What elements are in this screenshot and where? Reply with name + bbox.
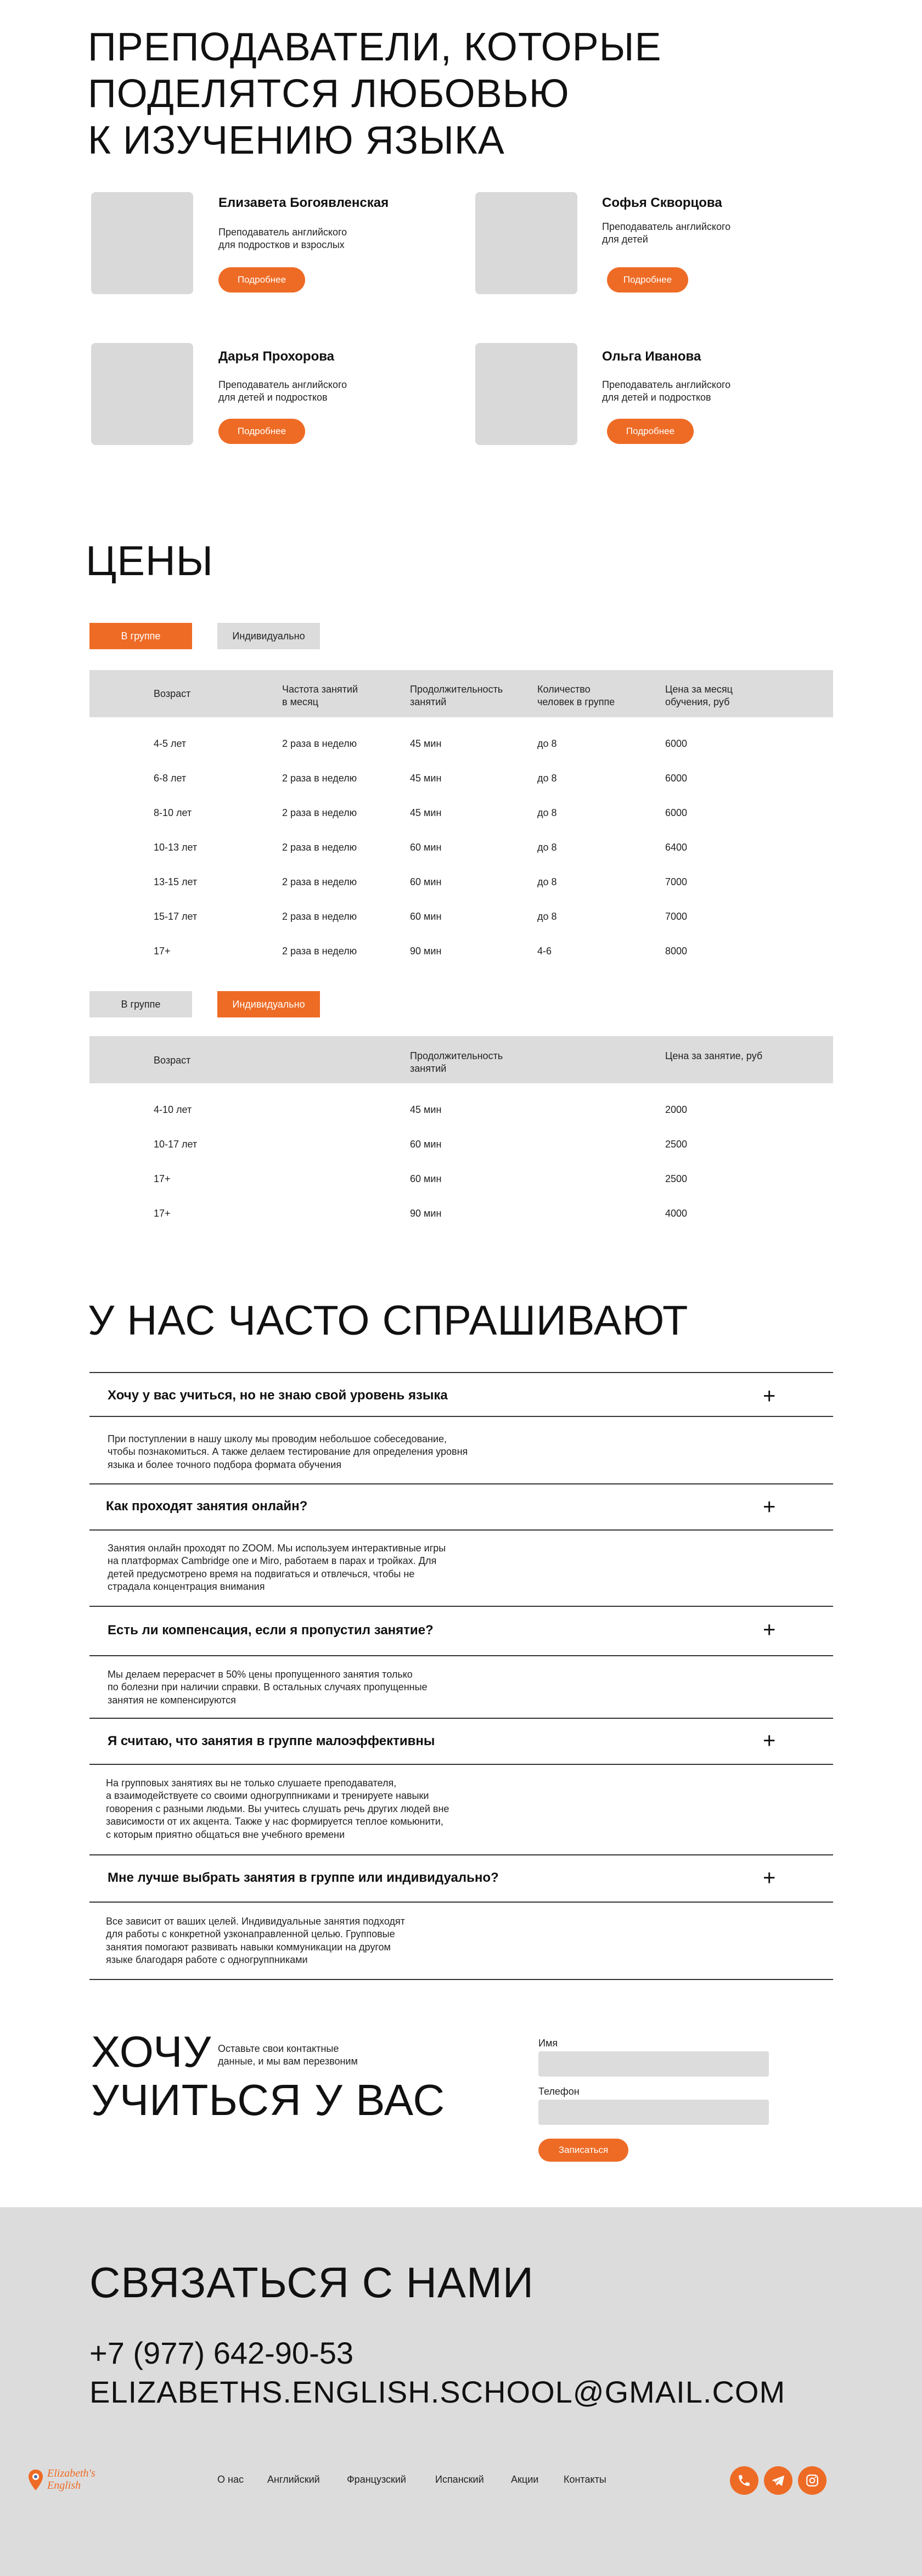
table-cell: 17+ [154,1173,171,1184]
logo-text-line: English [47,2479,81,2491]
faq-answer-line: с которым приятно общаться вне учебного времени [106,1829,345,1840]
teacher-name: Елизавета Богоявленская [218,195,389,210]
faq-answer-line: по болезни при наличии справки. В остальных случаях пропущенные [108,1681,428,1693]
table-cell: 6000 [665,738,688,749]
signup-note [218,2043,358,2068]
footer-nav-promo[interactable]: Акции [511,2474,539,2485]
name-input[interactable] [538,2051,769,2077]
signup-note-line: Оставьте свои контактные [218,2043,339,2054]
teacher-name: Софья Скворцова [602,195,722,210]
contact-email[interactable]: ELIZABETHS.ENGLISH.SCHOOL@GMAIL.COM [89,2375,786,2409]
group-header-duration: Продолжительность занятий [410,684,503,708]
faq-answer-line: занятия не компенсируются [108,1694,236,1706]
faq-divider [89,1979,833,1980]
faq-answer-line: языке благодаря работе с одногруппниками [106,1954,308,1966]
teacher-photo [475,192,577,294]
faq-divider [89,1606,833,1607]
teachers-title-line: ПОДЕЛЯТСЯ ЛЮБОВЬЮ [88,71,570,116]
table-cell: 2 раза в неделю [282,876,357,887]
faq-question[interactable]: Хочу у вас учиться, но не знаю свой уровень языка [108,1388,448,1403]
teachers-title [88,24,661,164]
table-cell: 6000 [665,807,688,818]
teacher-description-line: Преподаватель английского [602,379,731,390]
table-cell: 2000 [665,1104,688,1115]
teacher-description [218,226,383,252]
phone-label: Телефон [538,2086,580,2097]
table-cell: 2 раза в неделю [282,946,357,957]
table-cell: 4000 [665,1208,688,1219]
group-header-price: Цена за месяц обучения, руб [665,684,733,708]
table-cell: 60 мин [410,1139,442,1150]
table-cell: 2 раза в неделю [282,738,357,749]
faq-divider [89,1529,833,1531]
faq-question[interactable]: Мне лучше выбрать занятия в группе или индивидуально? [108,1870,499,1885]
logo-text-line: Elizabeth's [47,2467,95,2479]
table-cell: 90 мин [410,1208,442,1219]
table-cell: 45 мин [410,1104,442,1115]
table-cell: 2 раза в неделю [282,773,357,784]
faq-answer-line: говорения с разными людьми. Вы учитесь слушать речь других людей вне [106,1803,449,1814]
teacher-photo [91,192,193,294]
logo[interactable] [27,2466,115,2497]
table-cell: до 8 [537,911,557,922]
faq-answer-line: Мы делаем перерасчет в 50% цены пропущенного занятия только [108,1669,413,1680]
table-cell: 45 мин [410,738,442,749]
table-cell: 7000 [665,911,688,922]
signup-title-line1: ХОЧУ [91,2027,212,2076]
faq-divider [89,1718,833,1719]
table-cell: 2 раза в неделю [282,807,357,818]
table-cell: 90 мин [410,946,442,957]
plus-icon[interactable]: + [763,1618,776,1642]
teacher-description-line: Преподаватель английского [218,227,347,238]
plus-icon[interactable]: + [763,1866,776,1890]
table-cell: 7000 [665,876,688,887]
teacher-description [602,221,767,246]
footer-nav-about[interactable]: О нас [217,2474,244,2485]
table-cell: до 8 [537,876,557,887]
teacher-description-line: для детей и подростков [602,392,711,403]
tab-individual[interactable]: Индивидуально [217,623,320,649]
plus-icon[interactable]: + [763,1729,776,1753]
group-header-frequency: Частота занятий в месяц [282,684,358,708]
table-cell: 8-10 лет [154,807,192,818]
faq-divider [89,1764,833,1765]
tab-group[interactable]: В группе [89,623,192,649]
table-cell: 10-13 лет [154,842,198,853]
teacher-description [218,379,383,404]
table-cell: до 8 [537,773,557,784]
signup-note-line: данные, и мы вам перезвоним [218,2056,358,2067]
table-cell: 10-17 лет [154,1139,198,1150]
teacher-description [602,379,767,404]
faq-divider [89,1372,833,1373]
table-cell: 4-10 лет [154,1104,192,1115]
signup-submit-button[interactable]: Записаться [538,2139,628,2162]
plus-icon[interactable]: + [763,1495,776,1519]
footer-nav-contacts[interactable]: Контакты [564,2474,606,2485]
teacher-photo [91,343,193,445]
faq-answer-line: На групповых занятиях вы не только слушаете преподавателя, [106,1778,397,1788]
table-cell: 13-15 лет [154,876,198,887]
table-cell: 6-8 лет [154,773,187,784]
faq-answer-line: чтобы познакомиться. А также делаем тестирование для определения уровня [108,1446,468,1458]
table-cell: 4-6 [537,946,552,957]
signup-title-line2: УЧИТЬСЯ У ВАС [91,2076,446,2124]
faq-answer-line: Занятия онлайн проходят по ZOOM. Мы используем интерактивные игры [108,1543,446,1554]
faq-title: У НАС ЧАСТО СПРАШИВАЮТ [88,1297,689,1344]
footer-nav-french[interactable]: Французский [347,2474,406,2485]
table-cell: 17+ [154,1208,171,1219]
logo-pin-icon [27,2468,44,2493]
table-cell: 4-5 лет [154,738,187,749]
individual-header-price: Цена за занятие, руб [665,1050,763,1061]
table-cell: 45 мин [410,807,442,818]
teacher-name: Дарья Прохорова [218,349,335,364]
teacher-description-line: для детей [602,234,648,245]
faq-answer-line: для работы с конкретной узконаправленной целью. Групповые [106,1928,395,1940]
telegram-icon[interactable] [764,2466,792,2495]
table-cell: 2500 [665,1173,688,1184]
teacher-more-button[interactable]: Подробнее [607,419,694,444]
teacher-description-line: для детей и подростков [218,392,328,403]
table-cell: 2 раза в неделю [282,842,357,853]
teacher-description-line: для подростков и взрослых [218,239,345,251]
table-cell: 2 раза в неделю [282,911,357,922]
teachers-title-line: К ИЗУЧЕНИЮ ЯЗЫКА [88,118,505,162]
faq-answer-line: языка и более точного подбора формата обучения [108,1459,342,1470]
faq-answer [106,1915,523,1967]
contact-phone[interactable]: +7 (977) 642-90-53 [89,2336,354,2370]
faq-answer [108,1542,525,1594]
table-cell: 17+ [154,946,171,957]
table-cell: 8000 [665,946,688,957]
faq-divider [89,1854,833,1855]
table-cell: 60 мин [410,876,442,887]
instagram-icon[interactable] [798,2466,827,2495]
faq-answer-line: страдала концентрация внимания [108,1581,265,1593]
faq-answer-line: а взаимодействуете со своими одногруппниками и тренируете навыки [106,1790,429,1802]
faq-divider [89,1416,833,1417]
table-cell: до 8 [537,738,557,749]
faq-divider [89,1902,833,1903]
phone-icon[interactable] [730,2466,758,2495]
footer-nav-spanish[interactable]: Испанский [435,2474,484,2485]
teacher-description-line: Преподаватель английского [218,379,347,390]
teacher-photo [475,343,577,445]
faq-divider [89,1483,833,1484]
faq-answer-line: занятия помогают развивать навыки коммуникации на другом [106,1941,391,1953]
teachers-title-line: ПРЕПОДАВАТЕЛИ, КОТОРЫЕ [88,25,662,69]
teacher-more-button[interactable]: Подробнее [607,267,688,293]
table-cell: до 8 [537,842,557,853]
faq-answer-line: Все зависит от ваших целей. Индивидуальные занятия подходят [106,1916,405,1927]
phone-input[interactable] [538,2100,769,2125]
table-cell: 6400 [665,842,688,853]
individual-header-age: Возраст [154,1055,191,1066]
faq-answer-line: При поступлении в нашу школу мы проводим небольшое собеседование, [108,1433,447,1444]
faq-answer [106,1777,523,1841]
individual-header-duration: Продолжительность занятий [410,1050,503,1075]
contacts-title: СВЯЗАТЬСЯ С НАМИ [89,2258,534,2307]
table-cell: 60 мин [410,1173,442,1184]
faq-answer-line: на платформах Cambridge one и Miro, работаем в парах и тройках. Для [108,1555,437,1567]
teacher-description-line: Преподаватель английского [602,221,731,232]
footer-nav-english[interactable]: Английский [267,2474,320,2485]
table-cell: 45 мин [410,773,442,784]
teacher-more-button[interactable]: Подробнее [218,267,305,293]
tab-group[interactable]: В группе [89,991,192,1017]
plus-icon[interactable]: + [763,1384,776,1408]
tab-individual[interactable]: Индивидуально [217,991,320,1017]
table-cell: 15-17 лет [154,911,198,922]
name-label: Имя [538,2038,558,2049]
teacher-more-button[interactable]: Подробнее [218,419,305,444]
faq-answer [108,1433,525,1471]
table-cell: до 8 [537,807,557,818]
prices-title: ЦЕНЫ [86,538,214,584]
faq-question[interactable]: Есть ли компенсация, если я пропустил занятие? [108,1623,434,1638]
group-header-size: Количество человек в группе [537,684,615,708]
faq-answer-line: зависимости от их акцента. Также у нас формируется теплое комьюнити, [106,1816,443,1827]
faq-question[interactable]: Как проходят занятия онлайн? [106,1499,308,1514]
group-header-age: Возраст [154,688,191,699]
table-cell: 60 мин [410,911,442,922]
table-cell: 2500 [665,1139,688,1150]
teacher-name: Ольга Иванова [602,349,701,364]
faq-question[interactable]: Я считаю, что занятия в группе малоэффективны [108,1734,435,1748]
faq-answer [108,1668,525,1707]
faq-answer-line: детей предусмотрено время на подвигаться и отвлечься, чтобы не [108,1568,415,1579]
table-cell: 6000 [665,773,688,784]
table-cell: 60 мин [410,842,442,853]
faq-divider [89,1655,833,1656]
